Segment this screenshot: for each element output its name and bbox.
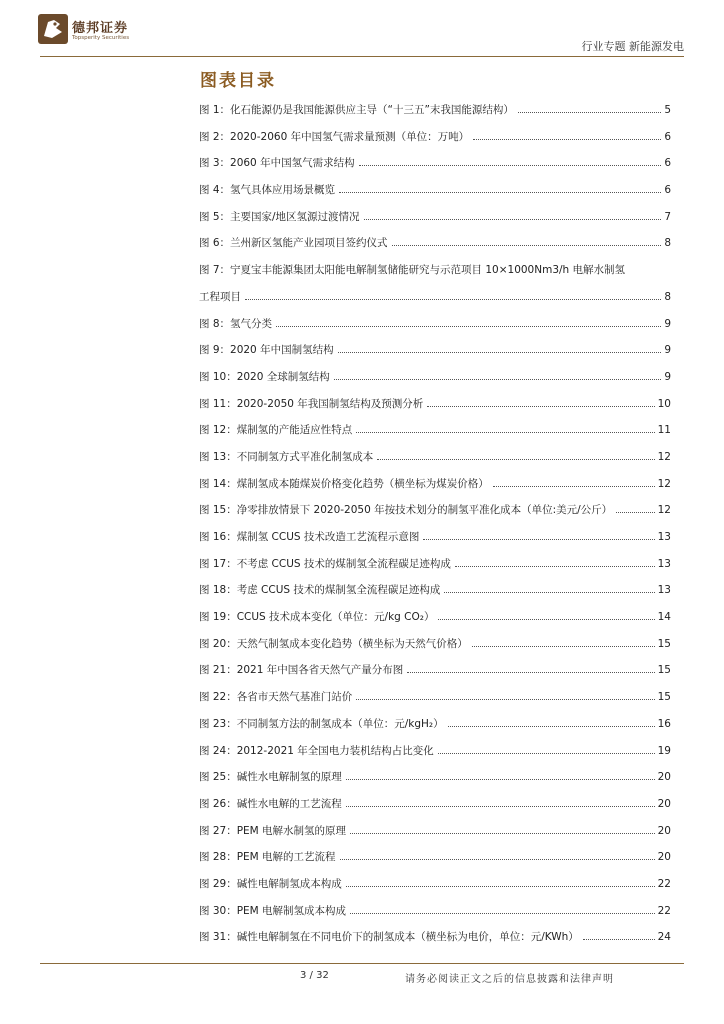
toc-entry-page: 22 <box>657 877 671 890</box>
toc-leader-dots <box>583 939 655 940</box>
toc-leader-dots <box>493 486 655 487</box>
toc-entry-label: 图 10：2020 全球制氢结构 <box>199 370 330 383</box>
toc-entry[interactable] <box>199 104 671 131</box>
toc-entry[interactable] <box>199 531 671 558</box>
company-logo-icon <box>38 14 68 44</box>
header-category: 行业专题 新能源发电 <box>581 40 684 53</box>
toc-entry-label: 图 8：氢气分类 <box>199 317 273 330</box>
toc-entry-page: 24 <box>657 931 671 944</box>
toc-entry-page: 22 <box>657 904 671 917</box>
toc-entry-label: 图 6：兰州新区氢能产业园项目签约仪式 <box>199 237 388 250</box>
toc-list <box>199 104 671 958</box>
toc-leader-dots <box>616 512 654 513</box>
toc-leader-dots <box>356 432 654 433</box>
toc-entry[interactable] <box>199 451 671 478</box>
toc-entry[interactable] <box>199 825 671 852</box>
toc-entry-page: 10 <box>657 397 671 410</box>
toc-entry-label: 图 30：PEM 电解制氢成本构成 <box>199 904 347 917</box>
toc-entry-label: 图 12：煤制氢的产能适应性特点 <box>199 424 353 437</box>
toc-entry-label: 图 27：PEM 电解水制氢的原理 <box>199 824 347 837</box>
toc-entry-label: 图 15：净零排放情景下 2020-2050 年按技术划分的制氢平准化成本（单位:美元/公斤） <box>199 504 613 517</box>
toc-leader-dots <box>334 379 662 380</box>
toc-leader-dots <box>518 112 661 113</box>
toc-entry[interactable] <box>199 398 671 425</box>
toc-entry-page: 9 <box>664 344 671 357</box>
toc-entry-page: 12 <box>657 477 671 490</box>
toc-entry-page: 6 <box>664 184 671 197</box>
toc-entry[interactable] <box>199 237 671 264</box>
disclaimer-note: 请务必阅读正文之后的信息披露和法律声明 <box>405 974 614 985</box>
toc-entry-page: 12 <box>657 450 671 463</box>
toc-entry[interactable] <box>199 664 671 691</box>
toc-leader-dots <box>346 886 655 887</box>
toc-leader-dots <box>346 779 655 780</box>
toc-leader-dots <box>407 672 654 673</box>
toc-entry[interactable] <box>199 611 671 638</box>
toc-entry[interactable] <box>199 718 671 745</box>
toc-entry[interactable] <box>199 424 671 451</box>
toc-entry-label: 图 18：考虑 CCUS 技术的煤制氢全流程碳足迹构成 <box>199 584 441 597</box>
toc-entry[interactable] <box>199 745 671 772</box>
toc-entry-label: 图 17：不考虑 CCUS 技术的煤制氢全流程碳足迹构成 <box>199 557 451 570</box>
toc-leader-dots <box>276 326 661 327</box>
toc-entry-label: 图 20：天然气制氢成本变化趋势（横坐标为天然气价格） <box>199 637 468 650</box>
toc-entry-page: 13 <box>657 557 671 570</box>
toc-leader-dots <box>444 592 654 593</box>
toc-entry-page: 15 <box>657 664 671 677</box>
toc-entry-label: 图 31：碱性电解制氢在不同电价下的制氢成本（横坐标为电价，单位：元/KWh） <box>199 931 579 944</box>
toc-entry[interactable] <box>199 157 671 184</box>
toc-entry-page: 14 <box>657 611 671 624</box>
toc-entry-page: 8 <box>664 237 671 250</box>
page-number: 3 / 32 <box>300 970 329 981</box>
toc-entry[interactable] <box>199 878 671 905</box>
toc-entry-label: 图 28：PEM 电解的工艺流程 <box>199 851 336 864</box>
toc-leader-dots <box>392 245 662 246</box>
toc-entry-label: 图 3：2060 年中国氢气需求结构 <box>199 157 355 170</box>
toc-entry-label: 图 14：煤制氢成本随煤炭价格变化趋势（横坐标为煤炭价格） <box>199 477 489 490</box>
toc-entry-page: 13 <box>657 531 671 543</box>
toc-leader-dots <box>427 406 654 407</box>
toc-leader-dots <box>438 619 654 620</box>
footer-divider <box>40 963 684 964</box>
toc-leader-dots <box>340 859 655 860</box>
toc-leader-dots <box>346 806 655 807</box>
toc-entry-page: 20 <box>657 851 671 864</box>
toc-entry-label: 图 7：宁夏宝丰能源集团太阳能电解制氢储能研究与示范项目 10×1000Nm3/h 电解水制氢 <box>199 264 626 277</box>
toc-entry[interactable] <box>199 211 671 238</box>
toc-entry[interactable] <box>199 131 671 158</box>
toc-entry-page: 20 <box>657 771 671 784</box>
toc-entry-continuation: 工程项目 <box>199 290 241 303</box>
toc-entry-page: 15 <box>657 637 671 650</box>
toc-leader-dots <box>245 299 661 300</box>
toc-entry-label: 图 21：2021 年中国各省天然气产量分布图 <box>199 664 404 677</box>
toc-entry[interactable] <box>199 184 671 211</box>
toc-entry-label: 图 2：2020-2060 年中国氢气需求量预测（单位：万吨） <box>199 130 470 143</box>
toc-entry-page: 13 <box>657 584 671 597</box>
toc-entry-label: 图 22：各省市天然气基准门站价 <box>199 691 353 704</box>
toc-entry-label: 图 26：碱性水电解的工艺流程 <box>199 797 342 810</box>
toc-leader-dots <box>350 833 655 834</box>
company-logo <box>38 14 158 48</box>
toc-entry-label: 图 1：化石能源仍是我国能源供应主导（“十三五”末我国能源结构） <box>199 104 514 116</box>
toc-entry-label: 图 11：2020-2050 年我国制氢结构及预测分析 <box>199 397 424 410</box>
toc-entry[interactable] <box>199 771 671 798</box>
toc-entry[interactable] <box>199 504 671 531</box>
toc-leader-dots <box>350 913 655 914</box>
header-divider <box>40 56 684 57</box>
toc-entry[interactable] <box>199 371 671 398</box>
toc-entry-page: 20 <box>657 824 671 837</box>
toc-leader-dots <box>377 459 654 460</box>
toc-leader-dots <box>473 139 661 140</box>
toc-entry-label: 图 25：碱性水电解制氢的原理 <box>199 771 342 784</box>
toc-entry-page: 9 <box>664 317 671 330</box>
toc-leader-dots <box>338 352 662 353</box>
toc-leader-dots <box>455 566 655 567</box>
toc-entry[interactable] <box>199 318 671 345</box>
logo-name-cn: 德邦证券 <box>72 21 129 36</box>
toc-entry-label: 图 24：2012-2021 年全国电力装机结构占比变化 <box>199 744 434 757</box>
toc-entry-label: 图 16：煤制氢 CCUS 技术改造工艺流程示意图 <box>199 531 420 543</box>
toc-entry-label: 图 13：不同制氢方式平准化制氢成本 <box>199 450 374 463</box>
logo-name-en: Topsperity Securities <box>72 35 130 41</box>
toc-entry-page: 11 <box>657 424 671 437</box>
toc-entry[interactable] <box>199 584 671 611</box>
toc-entry-label: 图 4：氢气具体应用场景概览 <box>199 184 336 197</box>
toc-entry[interactable] <box>199 905 671 932</box>
toc-entry-page: 15 <box>657 691 671 704</box>
toc-leader-dots <box>438 753 655 754</box>
toc-entry-page: 6 <box>664 157 671 170</box>
toc-entry[interactable] <box>199 851 671 878</box>
toc-entry-page: 12 <box>657 504 671 517</box>
toc-entry-page: 20 <box>657 797 671 810</box>
toc-entry-label: 图 29：碱性电解制氢成本构成 <box>199 877 342 890</box>
toc-entry-label: 图 9：2020 年中国制氢结构 <box>199 344 334 357</box>
toc-entry-page: 19 <box>657 744 671 757</box>
toc-entry-label: 图 23：不同制氢方法的制氢成本（单位：元/kgH₂） <box>199 717 444 730</box>
toc-entry-label: 图 5：主要国家/地区氢源过渡情况 <box>199 210 360 223</box>
toc-leader-dots <box>472 646 655 647</box>
toc-leader-dots <box>339 192 661 193</box>
toc-entry-page: 8 <box>664 290 671 303</box>
toc-leader-dots <box>364 219 662 220</box>
toc-leader-dots <box>359 165 662 166</box>
toc-entry[interactable] <box>199 931 671 958</box>
toc-leader-dots <box>356 699 654 700</box>
toc-entry[interactable] <box>199 798 671 825</box>
toc-leader-dots <box>448 726 655 727</box>
toc-entry-page: 6 <box>664 130 671 143</box>
toc-entry[interactable] <box>199 558 671 585</box>
toc-entry-page: 7 <box>664 210 671 223</box>
toc-entry[interactable] <box>199 344 671 371</box>
toc-entry[interactable] <box>199 264 671 317</box>
toc-entry-label: 图 19：CCUS 技术成本变化（单位：元/kg CO₂） <box>199 611 435 624</box>
toc-entry[interactable] <box>199 478 671 505</box>
toc-title: 图表目录 <box>200 71 276 91</box>
toc-entry-page: 16 <box>657 717 671 730</box>
toc-leader-dots <box>423 539 654 540</box>
toc-entry[interactable] <box>199 638 671 665</box>
toc-entry[interactable] <box>199 691 671 718</box>
toc-entry-page: 5 <box>664 104 671 116</box>
toc-entry-page: 9 <box>664 370 671 383</box>
